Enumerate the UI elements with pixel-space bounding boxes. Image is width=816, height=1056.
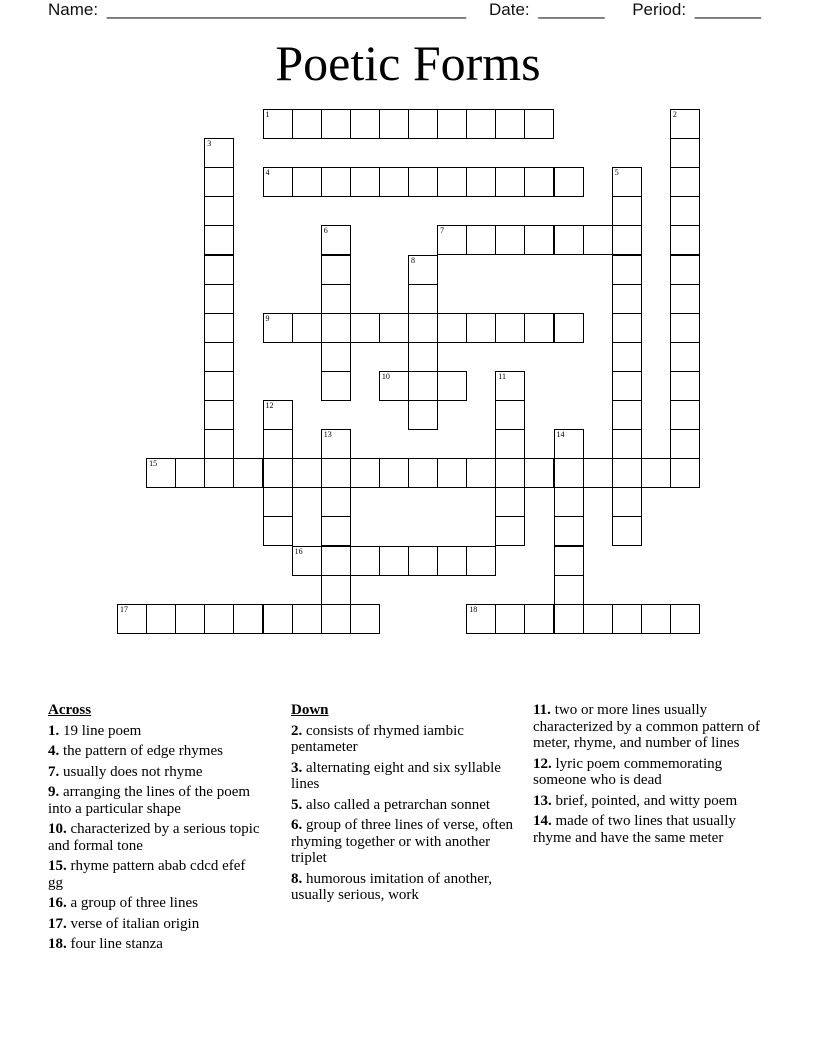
- clue-item: [291, 871, 521, 904]
- grid-cell[interactable]: [379, 458, 409, 488]
- grid-cell[interactable]: [408, 167, 438, 197]
- grid-cell[interactable]: [495, 371, 525, 401]
- grid-cell[interactable]: [204, 371, 234, 401]
- clue-item-number: 15.: [48, 858, 67, 874]
- grid-cell[interactable]: [408, 342, 438, 372]
- clue-item-text: also called a petrarchan sonnet: [302, 796, 491, 813]
- clue-number: 16: [294, 546, 303, 556]
- grid-cell[interactable]: [146, 458, 176, 488]
- clue-item: [48, 936, 263, 953]
- clue-item-number: 14.: [533, 813, 552, 829]
- grid-cell[interactable]: [379, 546, 409, 576]
- grid-cell[interactable]: [321, 225, 351, 255]
- clue-number: 12: [265, 401, 274, 410]
- grid-cell[interactable]: [437, 371, 467, 401]
- clue-item-number: 4.: [48, 743, 60, 759]
- grid-cell[interactable]: [292, 546, 322, 576]
- grid-cell[interactable]: [466, 167, 496, 197]
- grid-cell[interactable]: [612, 604, 642, 634]
- grid-cell[interactable]: [612, 167, 642, 197]
- grid-cell[interactable]: [612, 429, 642, 459]
- grid-cell[interactable]: [670, 225, 700, 255]
- grid-cell[interactable]: [263, 516, 293, 546]
- grid-cell[interactable]: [437, 109, 467, 139]
- clue-number: 2: [672, 110, 677, 119]
- grid-cell[interactable]: [263, 313, 293, 343]
- grid-cell[interactable]: [612, 342, 642, 372]
- clue-item-number: 18.: [48, 936, 67, 952]
- clue-number: 14: [556, 430, 565, 440]
- grid-cell[interactable]: [524, 167, 554, 197]
- clue-item-text: the pattern of edge rhymes: [59, 743, 223, 759]
- clue-item-text: humorous imitation of another, usually serious, work: [291, 870, 493, 903]
- clue-number: 18: [469, 604, 478, 614]
- clue-number: 15: [149, 459, 158, 469]
- grid-cell[interactable]: [321, 167, 351, 197]
- grid-cell[interactable]: [175, 604, 205, 634]
- date-line[interactable]: _______: [538, 0, 605, 19]
- grid-cell[interactable]: [641, 458, 671, 488]
- grid-cell[interactable]: [437, 225, 467, 255]
- grid-cell[interactable]: [466, 546, 496, 576]
- grid-cell[interactable]: [612, 371, 642, 401]
- grid-cell[interactable]: [583, 225, 613, 255]
- grid-cell[interactable]: [612, 284, 642, 314]
- grid-cell[interactable]: [321, 342, 351, 372]
- grid-cell[interactable]: [495, 516, 525, 546]
- clue-item-text: usually does not rhyme: [59, 763, 203, 780]
- grid-cell[interactable]: [204, 255, 234, 285]
- clue-item-number: 8.: [291, 870, 303, 887]
- clue-number: 6: [323, 226, 328, 236]
- grid-cell[interactable]: [670, 371, 700, 401]
- clue-item-text: lyric poem commemorating someone who is dead: [533, 755, 723, 788]
- clue-item-text: arranging the lines of the poem into a particular shape: [48, 784, 251, 817]
- grid-cell[interactable]: [554, 313, 584, 343]
- clue-item-number: 17.: [48, 915, 67, 932]
- grid-cell[interactable]: [670, 167, 700, 197]
- grid-cell[interactable]: [612, 516, 642, 546]
- grid-cell[interactable]: [612, 400, 642, 430]
- clue-number: 13: [323, 430, 332, 440]
- clue-item-text: two or more lines usually characterized by a common pattern of meter, rhyme, and number of lines: [533, 702, 760, 751]
- across-heading: Across: [48, 702, 92, 718]
- grid-cell[interactable]: [495, 604, 525, 634]
- grid-cell[interactable]: [204, 313, 234, 343]
- grid-cell[interactable]: [612, 225, 642, 255]
- grid-cell[interactable]: [670, 255, 700, 285]
- clue-item: [48, 784, 263, 817]
- clue-item-number: 6.: [291, 817, 303, 833]
- grid-cell[interactable]: [408, 109, 438, 139]
- grid-cell[interactable]: [437, 458, 467, 488]
- grid-cell[interactable]: [321, 284, 351, 314]
- grid-cell[interactable]: [408, 458, 438, 488]
- grid-cell[interactable]: [292, 458, 322, 488]
- grid-cell[interactable]: [233, 604, 263, 634]
- clue-item: [48, 743, 263, 760]
- clue-item-text: consists of rhymed iambic pentameter: [291, 722, 464, 755]
- grid-cell[interactable]: [466, 225, 496, 255]
- grid-cell[interactable]: [612, 196, 642, 226]
- clue-item-text: verse of italian origin: [66, 915, 200, 932]
- grid-cell[interactable]: [466, 313, 496, 343]
- clue-number: 10: [381, 371, 390, 381]
- down-heading: Down: [291, 702, 329, 718]
- grid-cell[interactable]: [263, 604, 293, 634]
- clue-item-text: characterized by a serious topic and formal tone: [48, 821, 260, 854]
- grid-cell[interactable]: [204, 225, 234, 255]
- grid-cell[interactable]: [408, 255, 438, 285]
- clue-number: 5: [614, 168, 619, 178]
- grid-cell[interactable]: [321, 487, 351, 517]
- grid-cell[interactable]: [670, 342, 700, 372]
- clue-item: [48, 764, 263, 781]
- grid-cell[interactable]: [292, 313, 322, 343]
- clue-item: [533, 702, 773, 752]
- grid-cell[interactable]: [263, 458, 293, 488]
- clue-number: 3: [207, 139, 212, 149]
- grid-cell[interactable]: [466, 604, 496, 634]
- clue-item: [291, 723, 521, 756]
- grid-cell[interactable]: [321, 255, 351, 285]
- grid-cell[interactable]: [204, 458, 234, 488]
- clue-item-text: 19 line poem: [59, 722, 142, 739]
- clue-item: [291, 797, 521, 814]
- grid-cell[interactable]: [524, 458, 554, 488]
- grid-cell[interactable]: [379, 167, 409, 197]
- date-label: Date:: [489, 0, 530, 19]
- clue-item-number: 5.: [291, 796, 303, 813]
- grid-cell[interactable]: [670, 109, 700, 139]
- down-clue-list-continued: [533, 702, 773, 846]
- grid-cell[interactable]: [554, 575, 584, 605]
- grid-cell[interactable]: [204, 138, 234, 168]
- grid-cell[interactable]: [670, 604, 700, 634]
- grid-cell[interactable]: [612, 458, 642, 488]
- clue-item-number: 13.: [533, 792, 552, 809]
- down-clue-list: [291, 723, 521, 904]
- grid-cell[interactable]: [495, 458, 525, 488]
- grid-cell[interactable]: [204, 429, 234, 459]
- clue-item: [48, 858, 263, 891]
- clue-item-text: alternating eight and six syllable lines: [291, 759, 501, 792]
- grid-cell[interactable]: [321, 109, 351, 139]
- clue-item-number: 10.: [48, 821, 67, 837]
- grid-cell[interactable]: [321, 516, 351, 546]
- grid-cell[interactable]: [175, 458, 205, 488]
- clue-item: [48, 895, 263, 912]
- grid-cell[interactable]: [466, 109, 496, 139]
- grid-cell[interactable]: [524, 225, 554, 255]
- clue-number: 9: [265, 313, 270, 323]
- grid-cell[interactable]: [204, 604, 234, 634]
- grid-cell[interactable]: [263, 167, 293, 197]
- period-line[interactable]: _______: [694, 0, 761, 19]
- grid-cell[interactable]: [263, 429, 293, 459]
- grid-cell[interactable]: [292, 109, 322, 139]
- grid-cell[interactable]: [524, 604, 554, 634]
- grid-cell[interactable]: [321, 458, 351, 488]
- clue-item-number: 3.: [291, 759, 303, 776]
- grid-cell[interactable]: [379, 109, 409, 139]
- grid-cell[interactable]: [379, 371, 409, 401]
- across-clue-list: [48, 723, 263, 953]
- down-clues-continued: [533, 702, 773, 850]
- grid-cell[interactable]: [408, 400, 438, 430]
- clue-item-text: rhyme pattern abab cdcd efef gg: [48, 858, 246, 891]
- clue-item-text: a group of three lines: [66, 895, 198, 911]
- clue-item-number: 11.: [533, 702, 551, 718]
- clue-item-number: 12.: [533, 755, 552, 772]
- name-line[interactable]: ______________________________________: [106, 0, 467, 19]
- clue-item: [48, 723, 263, 740]
- grid-cell[interactable]: [670, 400, 700, 430]
- grid-cell[interactable]: [321, 604, 351, 634]
- grid-cell[interactable]: [670, 138, 700, 168]
- clue-number: 11: [498, 371, 506, 381]
- grid-cell[interactable]: [554, 225, 584, 255]
- clue-item-text: made of two lines that usually rhyme and have the same meter: [533, 813, 736, 846]
- grid-cell[interactable]: [495, 429, 525, 459]
- grid-cell[interactable]: [554, 487, 584, 517]
- across-clues: [48, 702, 263, 957]
- clue-item: [291, 760, 521, 793]
- grid-cell[interactable]: [670, 458, 700, 488]
- grid-cell[interactable]: [554, 429, 584, 459]
- clue-item: [48, 916, 263, 933]
- clue-item-number: 7.: [48, 763, 60, 780]
- grid-cell[interactable]: [466, 458, 496, 488]
- grid-cell[interactable]: [350, 167, 380, 197]
- grid-cell[interactable]: [263, 400, 293, 430]
- grid-cell[interactable]: [117, 604, 147, 634]
- grid-cell[interactable]: [146, 604, 176, 634]
- clue-number: 17: [120, 604, 128, 614]
- grid-cell[interactable]: [263, 487, 293, 517]
- clue-item-number: 2.: [291, 722, 303, 739]
- grid-cell[interactable]: [204, 342, 234, 372]
- grid-cell[interactable]: [408, 313, 438, 343]
- grid-cell[interactable]: [583, 604, 613, 634]
- grid-cell[interactable]: [554, 458, 584, 488]
- grid-cell[interactable]: [437, 546, 467, 576]
- grid-cell[interactable]: [495, 167, 525, 197]
- grid-cell[interactable]: [321, 546, 351, 576]
- grid-cell[interactable]: [524, 109, 554, 139]
- clue-item-text: group of three lines of verse, often rhyming together or with another triplet: [291, 817, 514, 866]
- clue-item: [48, 821, 263, 854]
- grid-cell[interactable]: [263, 109, 293, 139]
- grid-cell[interactable]: [554, 604, 584, 634]
- grid-cell[interactable]: [612, 313, 642, 343]
- grid-cell[interactable]: [321, 313, 351, 343]
- grid-cell[interactable]: [204, 400, 234, 430]
- grid-cell[interactable]: [495, 313, 525, 343]
- grid-cell[interactable]: [583, 458, 613, 488]
- grid-cell[interactable]: [408, 371, 438, 401]
- grid-cell[interactable]: [554, 546, 584, 576]
- grid-cell[interactable]: [204, 196, 234, 226]
- clue-item-number: 1.: [48, 722, 60, 739]
- clue-item-number: 9.: [48, 784, 60, 800]
- grid-cell[interactable]: [612, 255, 642, 285]
- grid-cell[interactable]: [495, 225, 525, 255]
- clue-item: [533, 756, 773, 789]
- grid-cell[interactable]: [321, 575, 351, 605]
- clue-item-number: 16.: [48, 895, 67, 911]
- grid-cell[interactable]: [641, 604, 671, 634]
- clue-item: [291, 817, 521, 867]
- grid-cell[interactable]: [408, 284, 438, 314]
- grid-cell[interactable]: [321, 371, 351, 401]
- clue-number: 1: [265, 110, 270, 119]
- grid-cell[interactable]: [670, 284, 700, 314]
- grid-cell[interactable]: [670, 313, 700, 343]
- clue-number: 4: [265, 168, 270, 178]
- grid-cell[interactable]: [437, 167, 467, 197]
- grid-cell[interactable]: [350, 313, 380, 343]
- grid-cell[interactable]: [379, 313, 409, 343]
- down-clues: [291, 702, 521, 908]
- grid-cell[interactable]: [670, 429, 700, 459]
- grid-cell[interactable]: [292, 167, 322, 197]
- clue-item-text: brief, pointed, and witty poem: [551, 792, 738, 809]
- clue-item: [533, 793, 773, 810]
- clue-number: 7: [440, 226, 445, 236]
- name-label: Name:: [48, 0, 99, 19]
- grid-cell[interactable]: [350, 546, 380, 576]
- grid-cell[interactable]: [524, 313, 554, 343]
- grid-cell[interactable]: [321, 429, 351, 459]
- grid-cell[interactable]: [204, 167, 234, 197]
- clue-number: 8: [411, 255, 415, 265]
- grid-cell[interactable]: [495, 487, 525, 517]
- clue-item: [533, 813, 773, 846]
- grid-cell[interactable]: [204, 284, 234, 314]
- clue-item-text: four line stanza: [66, 936, 163, 952]
- grid-cell[interactable]: [554, 516, 584, 546]
- grid-cell[interactable]: [670, 196, 700, 226]
- grid-cell[interactable]: [495, 109, 525, 139]
- grid-cell[interactable]: [408, 546, 438, 576]
- grid-cell[interactable]: [437, 313, 467, 343]
- grid-cell[interactable]: [350, 604, 380, 634]
- page-title: Poetic Forms: [275, 35, 541, 91]
- grid-cell[interactable]: [495, 400, 525, 430]
- grid-cell[interactable]: [350, 458, 380, 488]
- period-label: Period:: [632, 0, 687, 19]
- grid-cell[interactable]: [292, 604, 322, 634]
- grid-cell[interactable]: [350, 109, 380, 139]
- grid-cell[interactable]: [233, 458, 263, 488]
- grid-cell[interactable]: [554, 167, 584, 197]
- grid-cell[interactable]: [612, 487, 642, 517]
